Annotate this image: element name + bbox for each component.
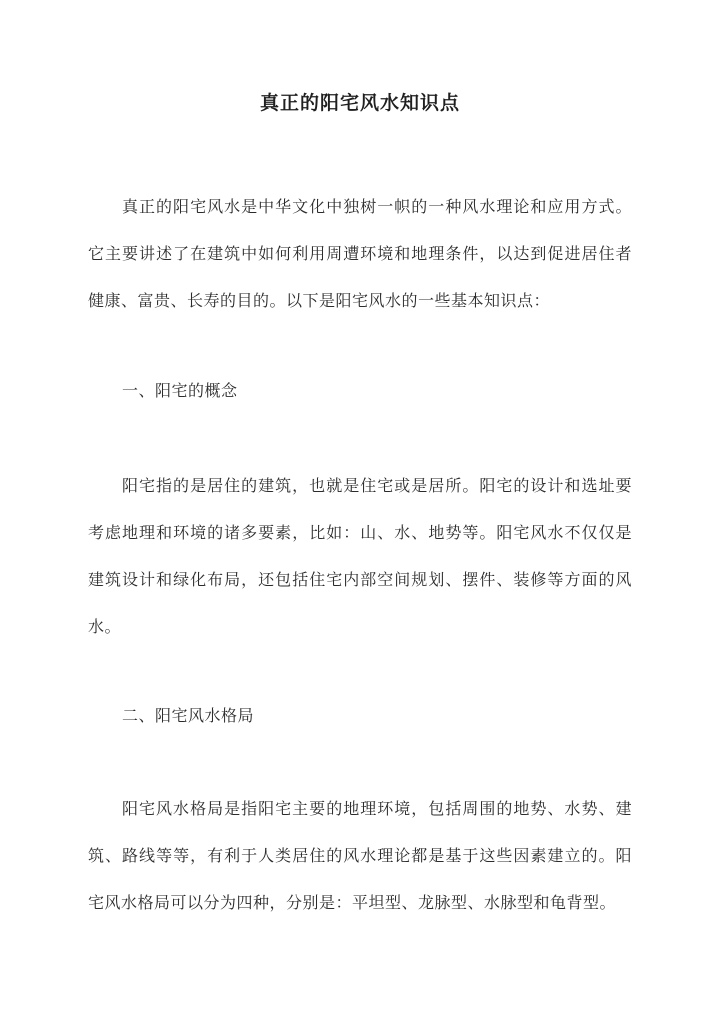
section-2-heading: 二、阳宅风水格局 [122,706,255,725]
intro-paragraph: 真正的阳宅风水是中华文化中独树一帜的一种风水理论和应用方式。它主要讲述了在建筑中如何利用周遭环境和地理条件，以达到促进居住者健康、富贵、长寿的目的。以下是阳宅风水的一些基本知识点： [88,197,632,310]
section-1-paragraph: 阳宅指的是居住的建筑，也就是住宅或是居所。阳宅的设计和选址要考虑地理和环境的诸多要素，比如：山、水、地势等。阳宅风水不仅仅是建筑设计和绿化布局，还包括住宅内部空间规划、摆件、装修等方面的风水。 [88,476,632,636]
document-title: 真正的阳宅风水知识点 [259,92,460,114]
section-2-paragraph: 阳宅风水格局是指阳宅主要的地理环境，包括周围的地势、水势、建筑、路线等等，有利于人类居住的风水理论都是基于这些因素建立的。阳宅风水格局可以分为四种，分别是：平坦型、龙脉型、水脉型和龟背型。 [88,799,632,912]
section-1-heading: 一、阳宅的概念 [122,381,238,400]
